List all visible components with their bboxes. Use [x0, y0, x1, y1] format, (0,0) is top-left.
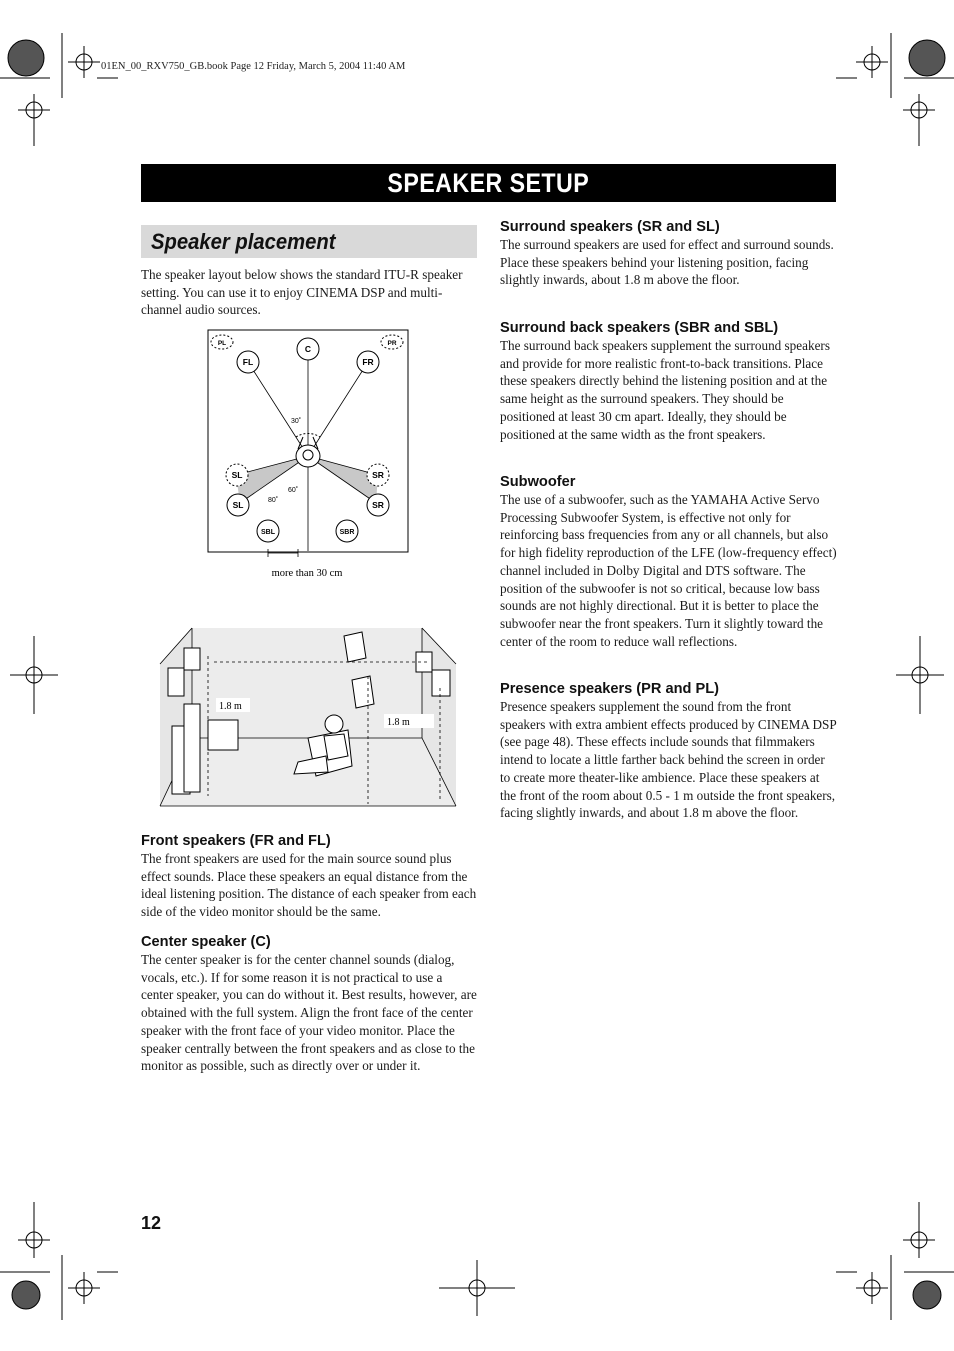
room-speaker-pl-icon	[184, 648, 200, 670]
label-pr: PR	[387, 340, 397, 347]
section-title: Speaker placement	[141, 225, 477, 258]
label-angle-80: 80˚	[267, 497, 279, 504]
label-sbl: SBL	[261, 529, 275, 536]
label-sr: SR	[372, 500, 384, 510]
label-c: C	[304, 344, 312, 354]
center-speaker-heading: Center speaker (C)	[141, 934, 271, 950]
subwoofer-section	[500, 473, 837, 650]
center-speaker-section	[141, 933, 477, 1075]
page-number: 12	[141, 1213, 162, 1233]
label-sl: SL	[232, 500, 244, 510]
label-sr-upper: SR	[372, 470, 384, 480]
front-speakers-heading: Front speakers (FR and FL)	[141, 833, 331, 849]
label-pl: PL	[217, 340, 227, 347]
front-speakers-text: The front speakers are used for the main source sound plus effect sounds. Place these speakers an equal distance from the ideal listening position. The distance of each speaker from each side of the video monitor should be the same.	[141, 851, 477, 920]
speaker-layout-diagram	[200, 325, 420, 590]
room-speaker-left-icon	[168, 668, 184, 696]
diagram-caption: more than 30 cm	[271, 568, 343, 579]
center-speaker-text: The center speaker is for the center channel sounds (dialog, vocals, etc.). If for some reason it is not practical to use a center speaker, you can do without it. Best results, however, are obtained with the full system. Align the front face of the center speaker with the front face of your video monitor. Place the speaker centrally between the front speakers and as close to the monitor as possible, such as directly over or under it.	[141, 952, 477, 1074]
label-fl: FL	[242, 357, 254, 367]
room-illustration	[158, 626, 458, 808]
label-angle-60: 60˚	[287, 487, 299, 494]
print-slug: 01EN_00_RXV750_GB.book Page 12 Friday, March 5, 2004 11:40 AM	[101, 61, 406, 72]
label-sbr: SBR	[339, 529, 355, 536]
surround-speakers-section	[500, 218, 837, 289]
label-fr: FR	[362, 357, 374, 367]
label-sl-upper: SL	[231, 470, 243, 480]
surround-back-heading: Surround back speakers (SBR and SBL)	[500, 320, 779, 336]
surround-back-text: The surround back speakers supplement the surround speakers and provide for more realistic front-to-back transitions. Place these speakers directly behind the listening position and at the same height as the surround speakers. They should be positioned at least 30 cm apart. Ideally, they should be positioned at the same width as the front speakers.	[500, 338, 830, 442]
room-speaker-rear-upper-icon	[344, 632, 366, 662]
page-title: SPEAKER SETUP	[141, 164, 836, 202]
subwoofer-heading: Subwoofer	[500, 474, 576, 490]
presence-speakers-heading: Presence speakers (PR and PL)	[500, 681, 720, 697]
presence-speakers-section	[500, 680, 837, 822]
room-speaker-right-icon	[432, 670, 450, 696]
room-speaker-rear-icon	[352, 676, 374, 708]
presence-speakers-text: Presence speakers supplement the sound from the front speakers with extra ambient effects produced by CINEMA DSP (see page 48). These effects include sounds that filmmakers intend to locate a little farther back behind the screen in order to create more theater-like ambience. Place these speakers at the front of the room about 0.5 - 1 m outside the front speakers, facing slightly inwards, and about 1.8 m above the floor.	[500, 699, 837, 821]
subwoofer-text: The use of a subwoofer, such as the YAMAHA Active Servo Processing Subwoofer System, is effective not only for reinforcing bass frequencies from any or all channels, but also for high fidelity reproduction of the LFE (low-frequency effect) channel included in Dolby Digital and DTS software. The position of the subwoofer is not so critical, because low bass sounds are not highly directional. But it is better to place the subwoofer near the front speakers. Turn it slightly toward the center of the room to reduce wall reflections.	[500, 492, 837, 649]
room-height-right: 1.8 m	[387, 717, 410, 728]
room-height-left: 1.8 m	[219, 701, 242, 712]
label-angle-30: 30˚	[290, 418, 302, 425]
room-subwoofer-icon	[208, 720, 238, 750]
surround-speakers-heading: Surround speakers (SR and SL)	[500, 219, 720, 235]
surround-back-section	[500, 319, 837, 443]
front-speakers-section	[141, 832, 477, 921]
intro-paragraph: The speaker layout below shows the standard ITU-R speaker setting. You can use it to enjoy CINEMA DSP and multi-channel audio sources.	[141, 267, 463, 318]
surround-speakers-text: The surround speakers are used for effect and surround sounds. Place these speakers behind your listening position, facing slightly inwards, about 1.8 m above the floor.	[500, 237, 834, 288]
